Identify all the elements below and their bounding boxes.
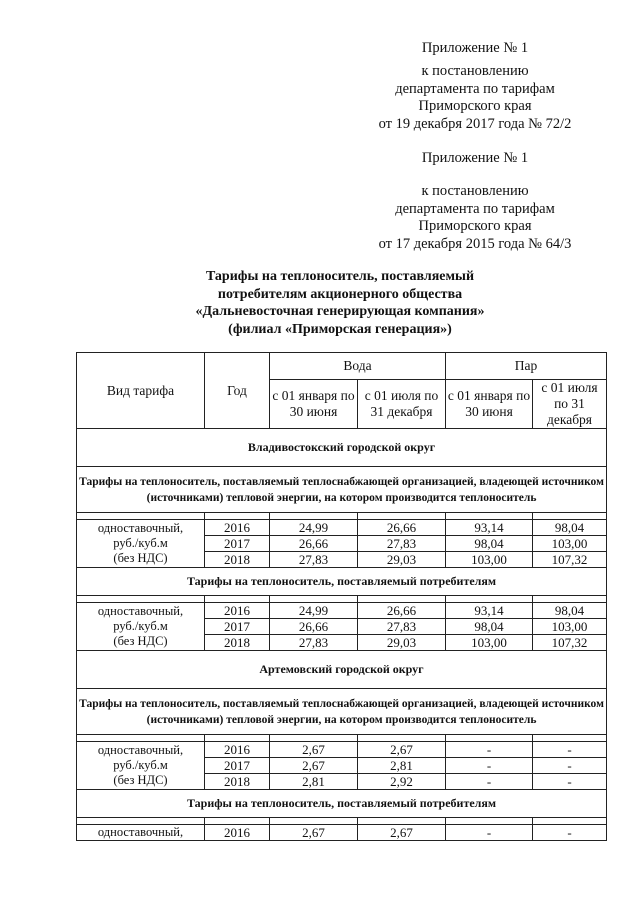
title-line: потребителям акционерного общества bbox=[217, 286, 463, 302]
steam-h1-cell: 93,14 bbox=[446, 603, 533, 619]
water-h2-cell: 29,03 bbox=[358, 552, 446, 568]
steam-h1-cell: - bbox=[446, 758, 533, 774]
spacer-row bbox=[77, 513, 607, 520]
water-h2-cell: 26,66 bbox=[358, 603, 446, 619]
steam-h2-cell: - bbox=[533, 742, 607, 758]
spacer-cell bbox=[358, 596, 446, 603]
appendix-reference-original bbox=[350, 183, 600, 253]
tariff-unit-line: (без НДС) bbox=[113, 634, 168, 648]
column-header-year: Год bbox=[205, 353, 270, 429]
spacer-cell bbox=[205, 513, 270, 520]
water-h1-cell: 27,83 bbox=[270, 635, 358, 651]
column-header-tariff-type: Вид тарифа bbox=[77, 353, 205, 429]
steam-h1-cell: 98,04 bbox=[446, 536, 533, 552]
district-name: Владивостокский городской округ bbox=[77, 429, 607, 467]
steam-h2-cell: - bbox=[533, 825, 607, 841]
spacer-cell bbox=[533, 513, 607, 520]
appendix-number: Приложение № 1 bbox=[421, 150, 529, 166]
appendix-number: Приложение № 1 bbox=[421, 40, 529, 56]
year-cell: 2018 bbox=[205, 552, 270, 568]
appendix-reference-current bbox=[350, 63, 600, 133]
water-h2-cell: 2,67 bbox=[358, 825, 446, 841]
tariff-unit-line: руб./куб.м bbox=[113, 619, 168, 633]
spacer-cell bbox=[358, 735, 446, 742]
table-row bbox=[77, 603, 607, 619]
tariff-unit-cell bbox=[77, 603, 205, 651]
steam-h2-cell: 103,00 bbox=[533, 619, 607, 635]
appendix-title-original bbox=[350, 150, 600, 168]
year-cell: 2016 bbox=[205, 520, 270, 536]
tariff-unit-line: руб./куб.м bbox=[113, 536, 168, 550]
steam-h2-cell: 107,32 bbox=[533, 552, 607, 568]
year-cell: 2016 bbox=[205, 742, 270, 758]
steam-h2-cell: 107,32 bbox=[533, 635, 607, 651]
column-header-water-period-second: с 01 июля по 31 декабря bbox=[358, 380, 446, 429]
steam-h1-cell: 103,00 bbox=[446, 552, 533, 568]
block-caption: Тарифы на теплоноситель, поставляемый потребителям bbox=[77, 790, 607, 818]
reference-date-line: от 17 декабря 2015 года № 64/3 bbox=[378, 235, 572, 252]
spacer-cell bbox=[446, 818, 533, 825]
block-caption: Тарифы на теплоноситель, поставляемый теплоснабжающей организацией, владеющей источником (источниками) тепловой энергии, на котором производится теплоноситель bbox=[77, 467, 607, 513]
spacer-cell bbox=[270, 513, 358, 520]
column-header-water-period-first: с 01 января по 30 июня bbox=[270, 380, 358, 429]
steam-h1-cell: 98,04 bbox=[446, 619, 533, 635]
column-header-steam-period-second: с 01 июля по 31 декабря bbox=[533, 380, 607, 429]
tariff-unit-line: одноставочный, bbox=[97, 743, 184, 757]
year-cell: 2017 bbox=[205, 758, 270, 774]
group-header-steam: Пар bbox=[446, 353, 607, 380]
year-cell: 2016 bbox=[205, 825, 270, 841]
reference-line: Приморского края bbox=[418, 98, 532, 114]
water-h1-cell: 2,67 bbox=[270, 825, 358, 841]
water-h1-cell: 26,66 bbox=[270, 536, 358, 552]
spacer-cell bbox=[270, 735, 358, 742]
spacer-cell bbox=[205, 818, 270, 825]
column-header-steam-period-first: с 01 января по 30 июня bbox=[446, 380, 533, 429]
appendix-title-current bbox=[350, 40, 600, 58]
water-h1-cell: 26,66 bbox=[270, 619, 358, 635]
water-h1-cell: 27,83 bbox=[270, 552, 358, 568]
tariff-unit-cell bbox=[77, 520, 205, 568]
spacer-cell bbox=[77, 596, 205, 603]
water-h2-cell: 2,67 bbox=[358, 742, 446, 758]
water-h2-cell: 27,83 bbox=[358, 536, 446, 552]
header-row-groups bbox=[77, 353, 607, 380]
steam-h1-cell: - bbox=[446, 742, 533, 758]
water-h1-cell: 2,67 bbox=[270, 758, 358, 774]
spacer-cell bbox=[77, 818, 205, 825]
group-header-water: Вода bbox=[270, 353, 446, 380]
block-caption-row bbox=[77, 790, 607, 818]
steam-h2-cell: - bbox=[533, 758, 607, 774]
steam-h2-cell: 98,04 bbox=[533, 520, 607, 536]
water-h2-cell: 26,66 bbox=[358, 520, 446, 536]
year-cell: 2018 bbox=[205, 774, 270, 790]
water-h1-cell: 24,99 bbox=[270, 520, 358, 536]
year-cell: 2017 bbox=[205, 536, 270, 552]
water-h1-cell: 24,99 bbox=[270, 603, 358, 619]
spacer-cell bbox=[205, 596, 270, 603]
reference-line: к постановлению bbox=[421, 183, 529, 199]
block-caption: Тарифы на теплоноситель, поставляемый потребителям bbox=[77, 568, 607, 596]
tariff-unit-line: одноставочный, bbox=[97, 604, 184, 618]
document-title bbox=[140, 268, 540, 338]
spacer-cell bbox=[77, 735, 205, 742]
spacer-cell bbox=[358, 513, 446, 520]
tariff-unit-cell bbox=[77, 742, 205, 790]
year-cell: 2017 bbox=[205, 619, 270, 635]
steam-h1-cell: 103,00 bbox=[446, 635, 533, 651]
water-h2-cell: 27,83 bbox=[358, 619, 446, 635]
water-h2-cell: 2,81 bbox=[358, 758, 446, 774]
water-h2-cell: 29,03 bbox=[358, 635, 446, 651]
tariff-unit-line: одноставочный, bbox=[97, 521, 184, 535]
spacer-cell bbox=[446, 596, 533, 603]
tariff-unit-cell bbox=[77, 825, 205, 841]
reference-date-line: от 19 декабря 2017 года № 72/2 bbox=[378, 115, 572, 132]
water-h2-cell: 2,92 bbox=[358, 774, 446, 790]
spacer-row bbox=[77, 818, 607, 825]
year-cell: 2016 bbox=[205, 603, 270, 619]
district-name: Артемовский городской округ bbox=[77, 651, 607, 689]
reference-line: департамента по тарифам bbox=[395, 80, 555, 97]
spacer-cell bbox=[446, 735, 533, 742]
block-caption: Тарифы на теплоноситель, поставляемый теплоснабжающей организацией, владеющей источником (источниками) тепловой энергии, на котором производится теплоноситель bbox=[77, 689, 607, 735]
district-row bbox=[77, 651, 607, 689]
title-line: «Дальневосточная генерирующая компания» bbox=[195, 304, 485, 319]
year-cell: 2018 bbox=[205, 635, 270, 651]
spacer-cell bbox=[533, 596, 607, 603]
steam-h1-cell: - bbox=[446, 774, 533, 790]
block-caption-row bbox=[77, 568, 607, 596]
spacer-cell bbox=[533, 735, 607, 742]
tariff-unit-line: одноставочный, bbox=[97, 825, 184, 839]
steam-h1-cell: 93,14 bbox=[446, 520, 533, 536]
steam-h2-cell: - bbox=[533, 774, 607, 790]
reference-line: Приморского края bbox=[418, 218, 532, 234]
table-row bbox=[77, 520, 607, 536]
spacer-cell bbox=[77, 513, 205, 520]
water-h1-cell: 2,81 bbox=[270, 774, 358, 790]
steam-h2-cell: 98,04 bbox=[533, 603, 607, 619]
water-h1-cell: 2,67 bbox=[270, 742, 358, 758]
reference-line: департамента по тарифам bbox=[395, 200, 555, 217]
spacer-cell bbox=[533, 818, 607, 825]
spacer-cell bbox=[270, 596, 358, 603]
title-line: Тарифы на теплоноситель, поставляемый bbox=[205, 269, 475, 284]
spacer-cell bbox=[270, 818, 358, 825]
spacer-cell bbox=[446, 513, 533, 520]
tariff-table bbox=[76, 352, 607, 841]
block-caption-row bbox=[77, 689, 607, 735]
block-caption-row bbox=[77, 467, 607, 513]
tariff-unit-line: (без НДС) bbox=[113, 551, 168, 565]
spacer-cell bbox=[358, 818, 446, 825]
table-row bbox=[77, 742, 607, 758]
steam-h2-cell: 103,00 bbox=[533, 536, 607, 552]
title-line: (филиал «Приморская генерация») bbox=[228, 321, 452, 337]
spacer-row bbox=[77, 596, 607, 603]
district-row bbox=[77, 429, 607, 467]
steam-h1-cell: - bbox=[446, 825, 533, 841]
spacer-cell bbox=[205, 735, 270, 742]
tariff-unit-line: руб./куб.м bbox=[113, 758, 168, 772]
tariff-unit-line: (без НДС) bbox=[113, 773, 168, 787]
spacer-row bbox=[77, 735, 607, 742]
table-row bbox=[77, 825, 607, 841]
reference-line: к постановлению bbox=[421, 63, 529, 79]
